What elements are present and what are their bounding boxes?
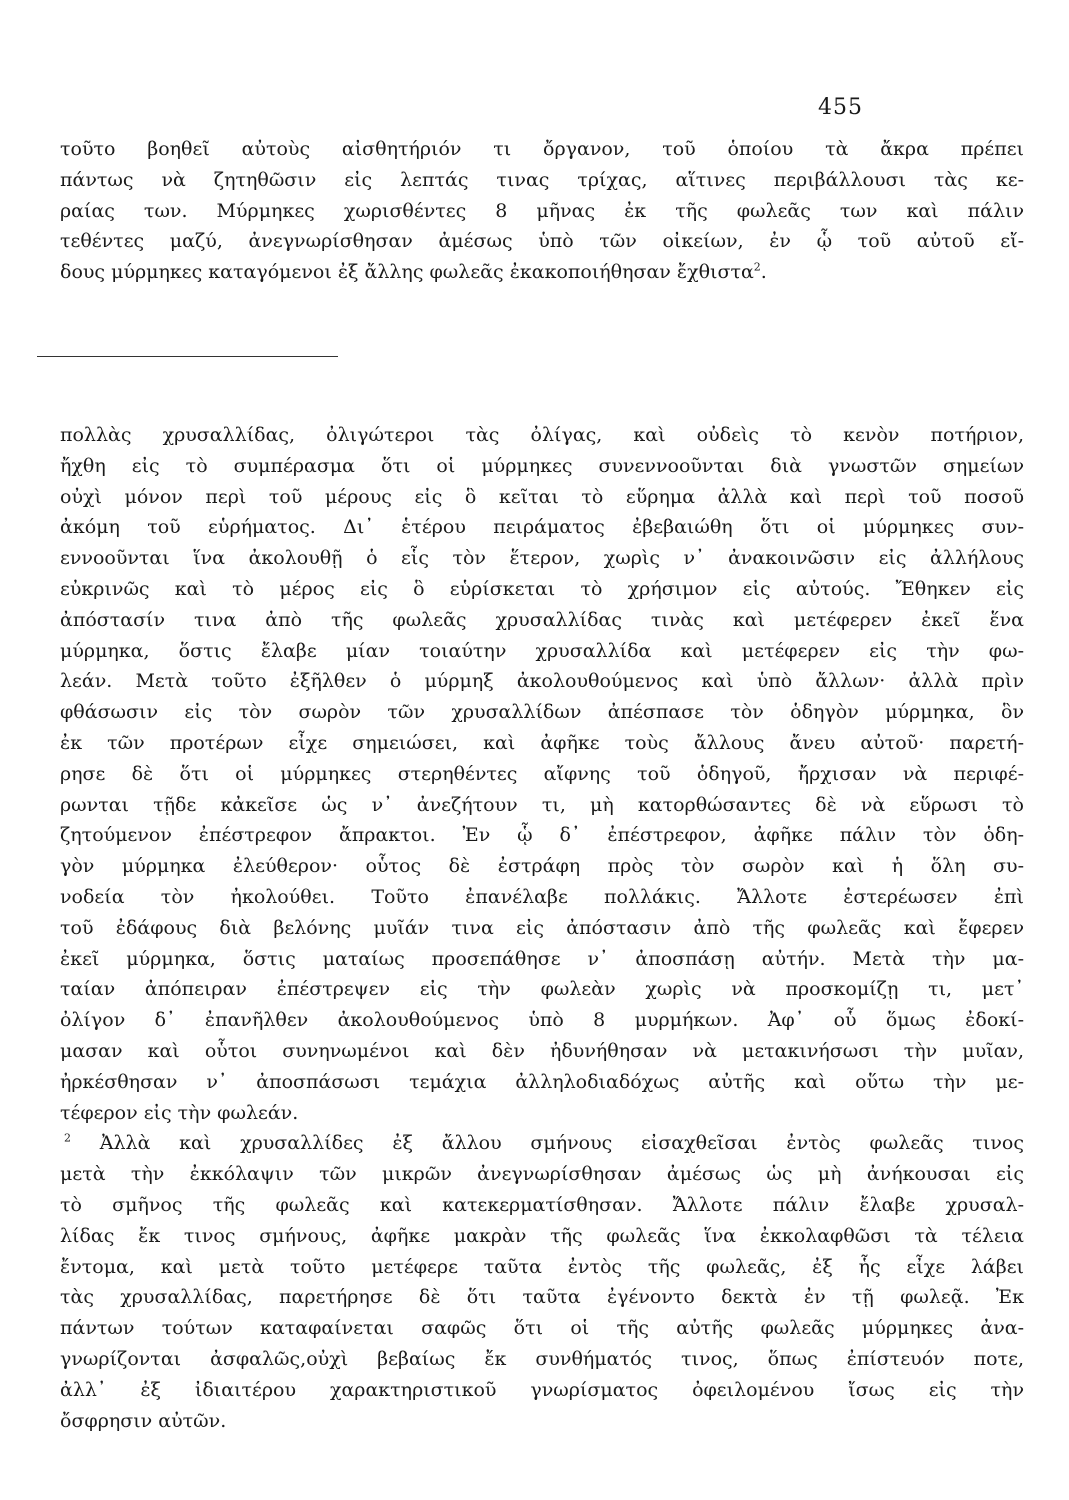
note-line: ὄσφρησιν αὐτῶν. <box>60 1409 227 1432</box>
note-line: μασαν καὶ οὗτοι συνηνωμένοι καὶ δὲν ἠδυνήθησαν νὰ μετακινήσωσι τὴν μυῖαν, <box>60 1039 1024 1062</box>
note-line: ταίαν ἀπόπειραν ἐπέστρεψεν εἰς τὴν φωλεὰν χωρὶς νὰ προσκομίζῃ τι, μετ᾽ <box>60 978 1024 1001</box>
note-line: τὰς χρυσαλλίδας, παρετήρησε δὲ ὅτι ταῦτα ἐγένοντο δεκτὰ ἐν τῇ φωλεᾷ. Ἐκ <box>60 1286 1024 1309</box>
note-line: ζητούμενον ἐπέστρεφον ἄπρακτοι. Ἐν ᾧ δ᾽ ἐπέστρεφον, ἀφῆκε πάλιν τὸν ὁδη- <box>60 824 1024 847</box>
footnote-separator <box>37 356 338 357</box>
note-line: γὸν μύρμηκα ἐλεύθερον· οὗτος δὲ ἐστράφη πρὸς τὸν σωρὸν καὶ ἡ ὅλη συ- <box>60 855 1024 878</box>
note-line: μύρμηκα, ὅστις ἔλαβε μίαν τοιαύτην χρυσαλλίδα καὶ μετέφερεν εἰς τὴν φω- <box>60 639 1024 662</box>
note-line: οὐχὶ μόνον περὶ τοῦ μέρους εἰς ὃ κεῖται τὸ εὕρημα ἀλλὰ καὶ περὶ τοῦ ποσοῦ <box>60 485 1024 508</box>
note-line: ἀκόμη τοῦ εὑρήματος. Δι᾽ ἑτέρου πειράματος ἐβεβαιώθη ὅτι οἱ μύρμηκες συν- <box>60 516 1024 539</box>
note-line: ἔντομα, καὶ μετὰ τοῦτο μετέφερε ταῦτα ἐντὸς τῆς φωλεᾶς, ἐξ ἧς εἶχε λάβει <box>60 1255 1024 1278</box>
note-line: εὐκρινῶς καὶ τὸ μέρος εἰς ὃ εὑρίσκεται τὸ χρήσιμον εἰς αὐτούς. Ἔθηκεν εἰς <box>60 577 1024 600</box>
note-line: γνωρίζονται ἀσφαλῶς,οὐχὶ βεβαίως ἔκ συνθήματός τινος, ὅπως ἐπίστευόν ποτε, <box>60 1347 1024 1370</box>
note-line: ρησε δὲ ὅτι οἱ μύρμηκες στερηθέντες αἴφνης τοῦ ὁδηγοῦ, ἤρχισαν νὰ περιφέ- <box>60 762 1024 785</box>
last-line-text: δους μύρμηκες καταγόμενοι ἐξ ἄλλης φωλεᾶς ἐκακοποιήθησαν ἔχθιστα <box>60 261 754 284</box>
footnote-2-number: 2 <box>64 1132 71 1145</box>
note-line: ὀλίγον δ᾽ ἐπανῆλθεν ἀκολουθούμενος ὑπὸ 8 μυρμήκων. Ἀφ᾽ οὗ ὅμως ἐδοκί- <box>60 1009 1024 1032</box>
note-line: φθάσωσιν εἰς τὸν σωρὸν τῶν χρυσαλλίδων ἀπέσπασε τὸν ὁδηγὸν μύρμηκα, ὃν <box>60 701 1024 724</box>
main-text <box>60 134 1024 288</box>
footnote-mark: 2 <box>753 260 761 274</box>
page-number: 455 <box>818 95 863 120</box>
footnote-2-first-line: Ἀλλὰ καὶ χρυσαλλίδες ἐξ ἄλλου σμήνους εἰσαχθεῖσαι ἐντὸς φωλεᾶς τινος <box>99 1132 1024 1155</box>
note-line: τέφερον εἰς τὴν φωλεάν. <box>60 1101 299 1124</box>
text-line: τεθέντες μαζύ, ἀνεγνωρίσθησαν ἀμέσως ὑπὸ τῶν οἰκείων, ἐν ᾧ τοῦ αὐτοῦ εἴ- <box>60 230 1024 253</box>
note-line: εννοοῦνται ἵνα ἀκολουθῇ ὁ εἷς τὸν ἕτερον, χωρὶς ν᾽ ἀνακοινῶσιν εἰς ἀλλήλους <box>60 547 1024 570</box>
text-line <box>60 257 1024 288</box>
note-line: ἐκ τῶν προτέρων εἶχε σημειώσει, καὶ ἀφῆκε τοὺς ἄλλους ἄνευ αὐτοῦ· παρετή- <box>60 731 1024 754</box>
footnotes <box>60 420 1024 1436</box>
note-line: νοδεία τὸν ἠκολούθει. Τοῦτο ἐπανέλαβε πολλάκις. Ἄλλοτε ἐστερέωσεν ἐπὶ <box>60 885 1024 908</box>
note-line: ἠρκέσθησαν ν᾽ ἀποσπάσωσι τεμάχια ἀλληλοδιαδόχως αὐτῆς καὶ οὕτω τὴν με- <box>60 1070 1024 1093</box>
note-line: λίδας ἔκ τινος σμήνους, ἀφῆκε μακρὰν τῆς φωλεᾶς ἵνα ἐκκολαφθῶσι τὰ τέλεια <box>60 1224 1024 1247</box>
note-line: πολλὰς χρυσαλλίδας, ὀλιγώτεροι τὰς ὀλίγας, καὶ οὐδεὶς τὸ κενὸν ποτήριον, <box>60 424 1024 446</box>
last-line-end: . <box>760 261 767 284</box>
note-line: ρωνται τῇδε κἀκεῖσε ὡς ν᾽ ἀνεζήτουν τι, μὴ κατορθώσαντες δὲ νὰ εὕρωσι τὸ <box>60 793 1024 816</box>
note-line: πάντων τούτων καταφαίνεται σαφῶς ὅτι οἱ τῆς αὐτῆς φωλεᾶς μύρμηκες ἀνα- <box>60 1317 1024 1340</box>
note-line: ἐκεῖ μύρμηκα, ὅστις ματαίως προσεπάθησε ν᾽ ἀποσπάσῃ αὐτήν. Μετὰ τὴν μα- <box>60 947 1024 970</box>
note-line: λεάν. Μετὰ τοῦτο ἐξῆλθεν ὁ μύρμηξ ἀκολουθούμενος καὶ ὑπὸ ἄλλων· ἀλλὰ πρὶν <box>60 670 1024 693</box>
note-line: ἀπόστασίν τινα ἀπὸ τῆς φωλεᾶς χρυσαλλίδας τινὰς καὶ μετέφερεν ἐκεῖ ἕνα <box>60 608 1024 631</box>
note-line: μετὰ τὴν ἐκκόλαψιν τῶν μικρῶν ἀνεγνωρίσθησαν ἀμέσως ὡς μὴ ἀνήκουσαι εἰς <box>60 1163 1024 1186</box>
note-line: ἀλλ᾽ ἐξ ἰδιαιτέρου χαρακτηριστικοῦ γνωρίσματος ὀφειλομένου ἴσως εἰς τὴν <box>60 1378 1024 1401</box>
text-line: πάντως νὰ ζητηθῶσιν εἰς λεπτάς τινας τρίχας, αἵτινες περιβάλλουσι τὰς κε- <box>60 168 1024 191</box>
text-line: τοῦτο βοηθεῖ αὐτοὺς αἰσθητήριόν τι ὄργανον, τοῦ ὁποίου τὰ ἄκρα πρέπει <box>60 138 1024 160</box>
footnote-2-line <box>60 1128 1024 1159</box>
text-line: ραίας των. Μύρμηκες χωρισθέντες 8 μῆνας ἐκ τῆς φωλεᾶς των καὶ πάλιν <box>60 199 1024 222</box>
note-line: τοῦ ἐδάφους διὰ βελόνης μυῖάν τινα εἰς ἀπόστασιν ἀπὸ τῆς φωλεᾶς καὶ ἔφερεν <box>60 916 1024 939</box>
note-line: τὸ σμῆνος τῆς φωλεᾶς καὶ κατεκερματίσθησαν. Ἄλλοτε πάλιν ἔλαβε χρυσαλ- <box>60 1193 1024 1216</box>
note-line: ἤχθη εἰς τὸ συμπέρασμα ὅτι οἱ μύρμηκες συνεννοοῦνται διὰ γνωστῶν σημείων <box>60 454 1024 477</box>
